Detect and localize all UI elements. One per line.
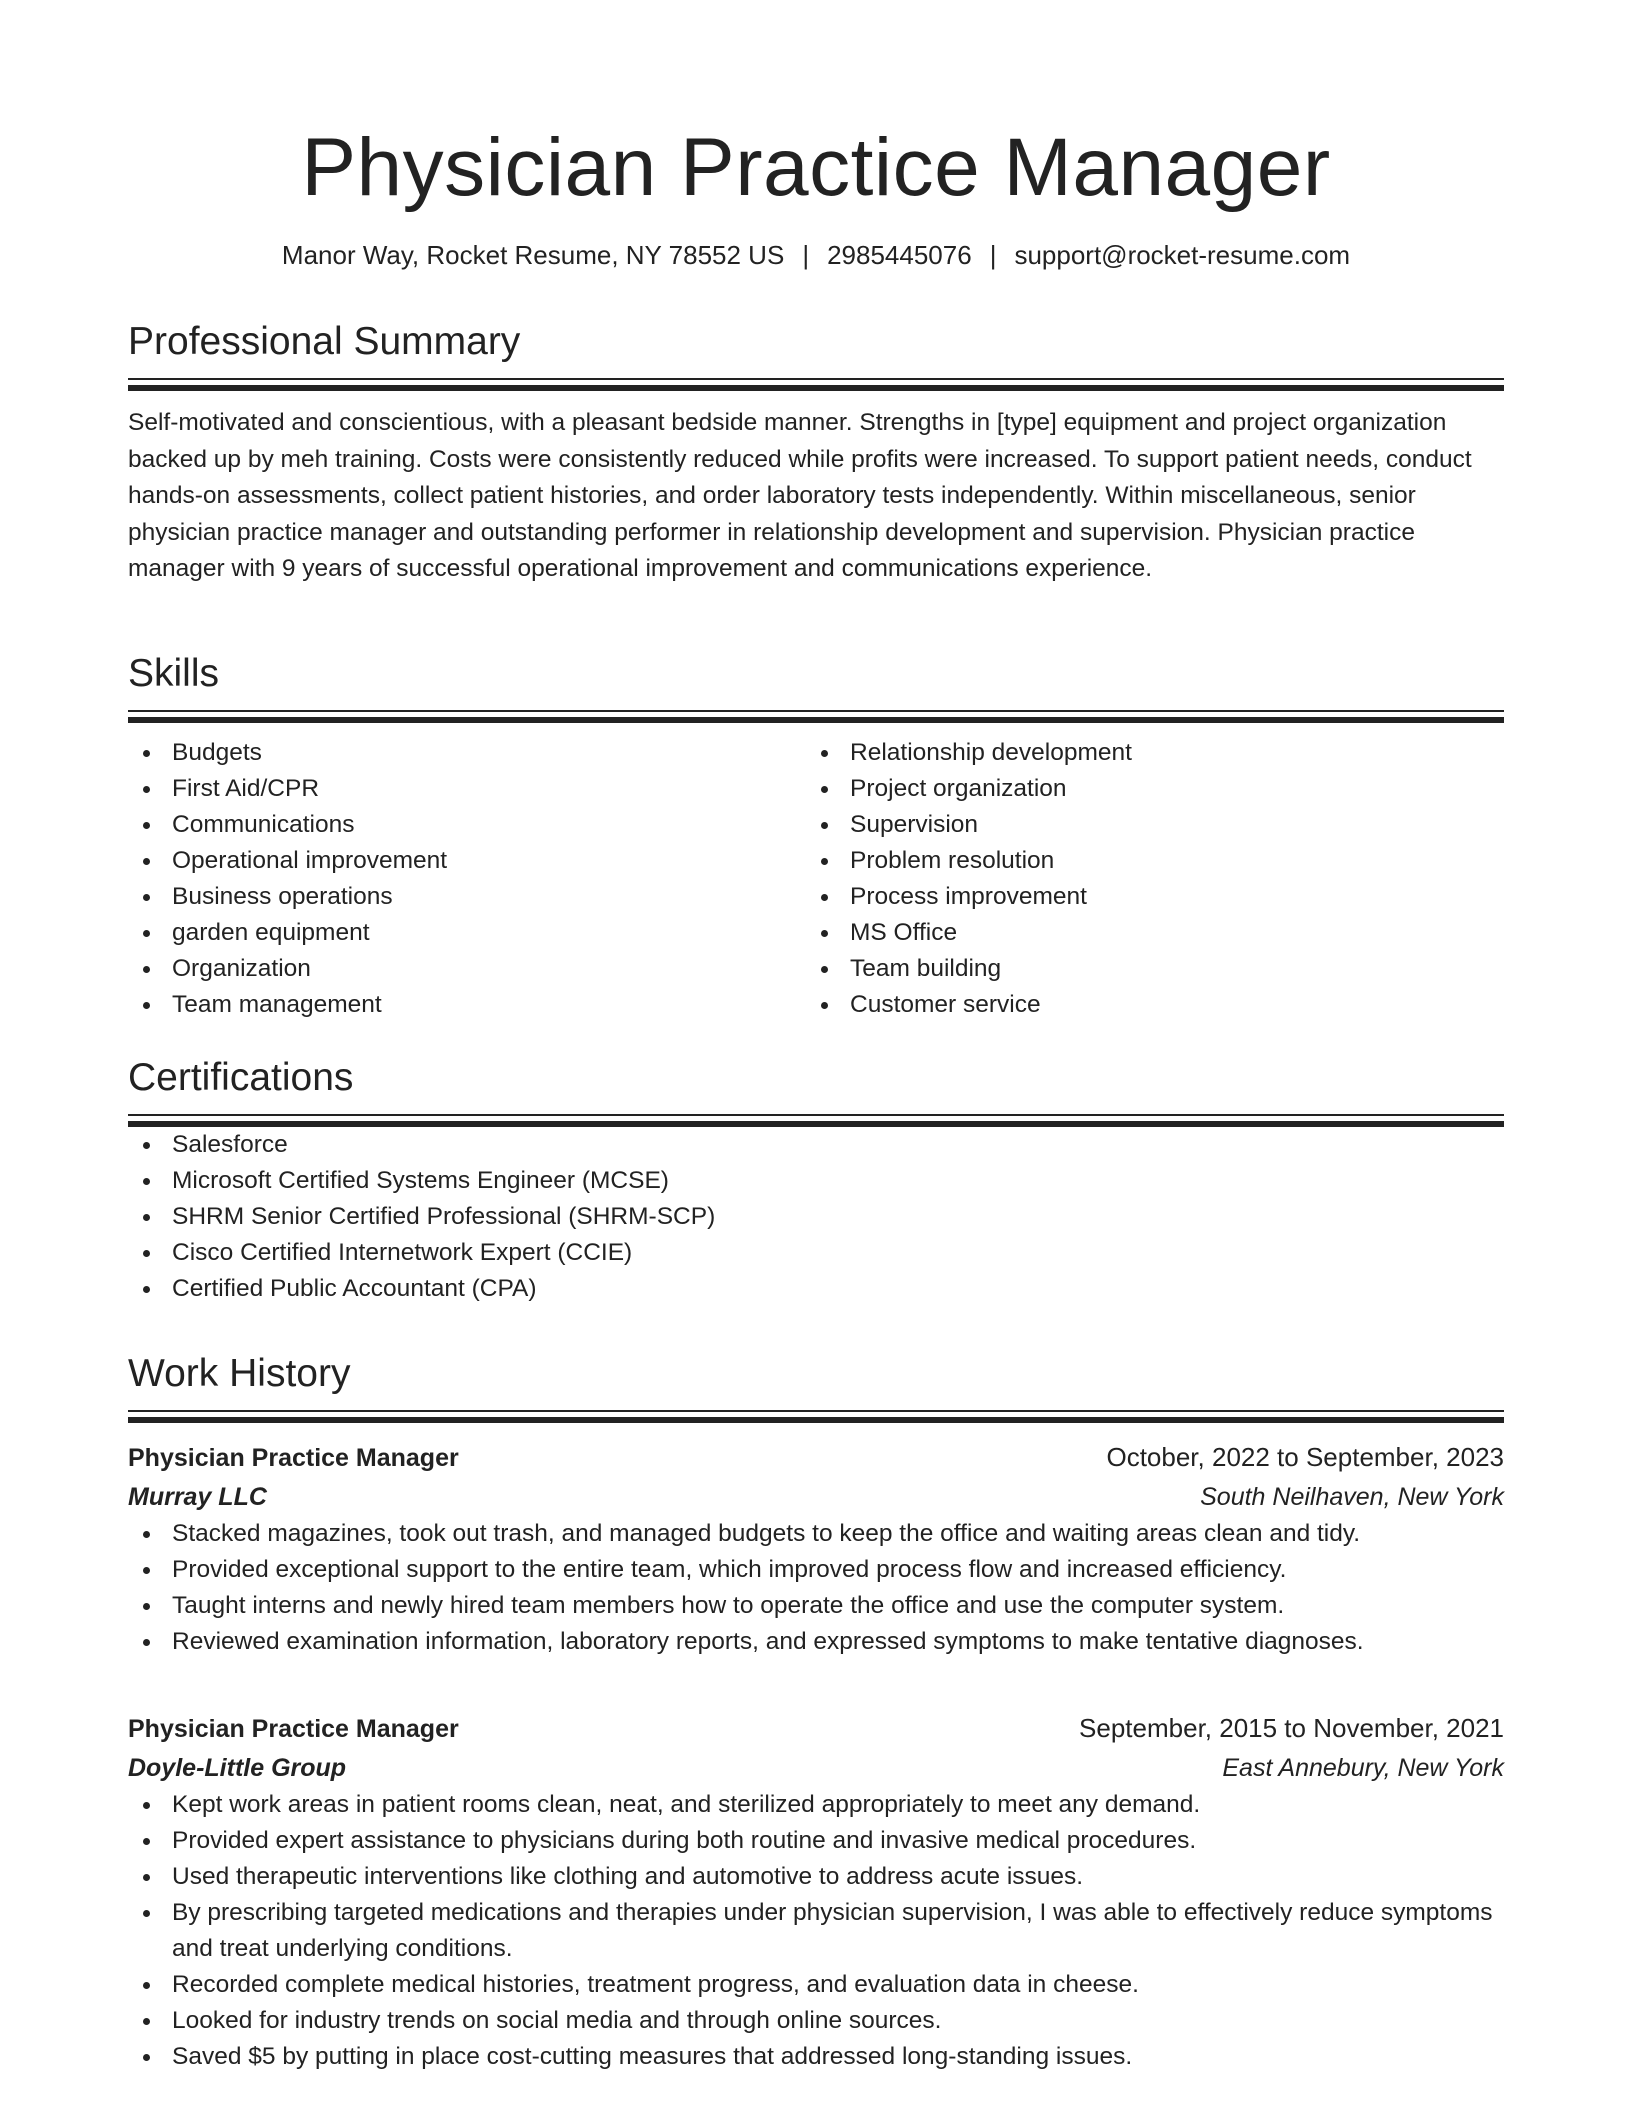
job-bullet: Provided exceptional support to the entire team, which improved process flow and increased efficiency. <box>128 1552 1504 1588</box>
job-bullet-list <box>128 1787 1504 2075</box>
job-bullet: Saved $5 by putting in place cost-cutting measures that addressed long-standing issues. <box>128 2039 1504 2075</box>
summary-heading: Professional Summary <box>128 320 521 363</box>
skill-item: Supervision <box>806 807 1484 843</box>
work-history-section <box>128 1350 1504 1423</box>
contact-line <box>128 238 1504 272</box>
job-entry <box>128 1708 1504 2075</box>
certifications-list <box>128 1127 1504 1307</box>
job-company-row <box>128 1478 1504 1516</box>
certifications-heading: Certifications <box>128 1056 354 1099</box>
skill-item: Problem resolution <box>806 843 1484 879</box>
job-bullet: Recorded complete medical histories, treatment progress, and evaluation data in cheese. <box>128 1967 1504 2003</box>
certification-item: SHRM Senior Certified Professional (SHRM-SCP) <box>128 1199 1504 1235</box>
certification-item: Salesforce <box>128 1127 1504 1163</box>
job-bullet: Looked for industry trends on social media and through online sources. <box>128 2003 1504 2039</box>
work-history-heading: Work History <box>128 1352 351 1395</box>
certification-item: Microsoft Certified Systems Engineer (MCSE) <box>128 1163 1504 1199</box>
skill-item: Process improvement <box>806 879 1484 915</box>
contact-separator: | <box>989 240 997 270</box>
job-company-row <box>128 1749 1504 1787</box>
skill-item: Project organization <box>806 771 1484 807</box>
skill-item: First Aid/CPR <box>128 771 806 807</box>
skills-section <box>128 650 1504 1023</box>
skills-heading: Skills <box>128 652 220 695</box>
job-header-row <box>128 1708 1504 1749</box>
section-rule-thin <box>128 1410 1504 1412</box>
job-bullet-list <box>128 1516 1504 1660</box>
job-bullet: Taught interns and newly hired team members how to operate the office and use the computer system. <box>128 1588 1504 1624</box>
job-dates: October, 2022 to September, 2023 <box>1106 1442 1504 1472</box>
job-bullet: By prescribing targeted medications and therapies under physician supervision, I was able to effectively reduce symptoms and treat underlying conditions. <box>128 1895 1504 1967</box>
job-bullet: Stacked magazines, took out trash, and managed budgets to keep the office and waiting areas clean and tidy. <box>128 1516 1504 1552</box>
job-dates: September, 2015 to November, 2021 <box>1079 1713 1504 1743</box>
skill-item: Operational improvement <box>128 843 806 879</box>
job-header-row <box>128 1437 1504 1478</box>
job-bullet: Kept work areas in patient rooms clean, neat, and sterilized appropriately to meet any demand. <box>128 1787 1504 1823</box>
job-title: Physician Practice Manager <box>128 1715 459 1743</box>
section-rule-thin <box>128 710 1504 712</box>
skill-item: Business operations <box>128 879 806 915</box>
section-rule-thin <box>128 1114 1504 1116</box>
skills-list-right <box>806 735 1484 1023</box>
skill-item: Communications <box>128 807 806 843</box>
skill-item: Team building <box>806 951 1484 987</box>
summary-section <box>128 318 1504 588</box>
section-rule-thick <box>128 385 1504 391</box>
job-bullet: Used therapeutic interventions like clothing and automotive to address acute issues. <box>128 1859 1504 1895</box>
skills-columns <box>128 735 1504 1023</box>
skill-item: MS Office <box>806 915 1484 951</box>
contact-separator: | <box>802 240 810 270</box>
job-bullet: Reviewed examination information, laboratory reports, and expressed symptoms to make tentative diagnoses. <box>128 1624 1504 1660</box>
contact-phone: 2985445076 <box>827 240 972 270</box>
skill-item: garden equipment <box>128 915 806 951</box>
job-company: Doyle-Little Group <box>128 1754 347 1782</box>
certification-item: Cisco Certified Internetwork Expert (CCIE) <box>128 1235 1504 1271</box>
job-location: South Neilhaven, New York <box>1200 1483 1504 1511</box>
skill-item: Team management <box>128 987 806 1023</box>
certification-item: Certified Public Accountant (CPA) <box>128 1271 1504 1307</box>
skill-item: Relationship development <box>806 735 1484 771</box>
skill-item: Customer service <box>806 987 1484 1023</box>
section-rule-thick <box>128 1417 1504 1423</box>
job-location: East Annebury, New York <box>1222 1754 1504 1782</box>
skills-list-left <box>128 735 806 1023</box>
certifications-section <box>128 1054 1504 1307</box>
job-title: Physician Practice Manager <box>128 1444 459 1472</box>
resume-name-heading: Physician Practice Manager <box>301 122 1331 213</box>
job-entry <box>128 1437 1504 1660</box>
skill-item: Organization <box>128 951 806 987</box>
job-company: Murray LLC <box>128 1483 267 1511</box>
summary-paragraph: Self-motivated and conscientious, with a pleasant bedside manner. Strengths in [type] equipment and project organization backed up by meh training. Costs were consistently reduced while profits were increased. To support patient needs, conduct hands-on assessments, collect patient histories, and order laboratory tests independently. Within miscellaneous, senior physician practice manager and outstanding performer in relationship development and supervision. Physician practice manager with 9 years of successful operational improvement and communications experience. <box>128 409 1472 582</box>
contact-email: support@rocket-resume.com <box>1014 240 1351 270</box>
skill-item: Budgets <box>128 735 806 771</box>
job-bullet: Provided expert assistance to physicians during both routine and invasive medical procedures. <box>128 1823 1504 1859</box>
contact-address: Manor Way, Rocket Resume, NY 78552 US <box>281 240 785 270</box>
section-rule-thick <box>128 717 1504 723</box>
section-rule-thin <box>128 378 1504 380</box>
